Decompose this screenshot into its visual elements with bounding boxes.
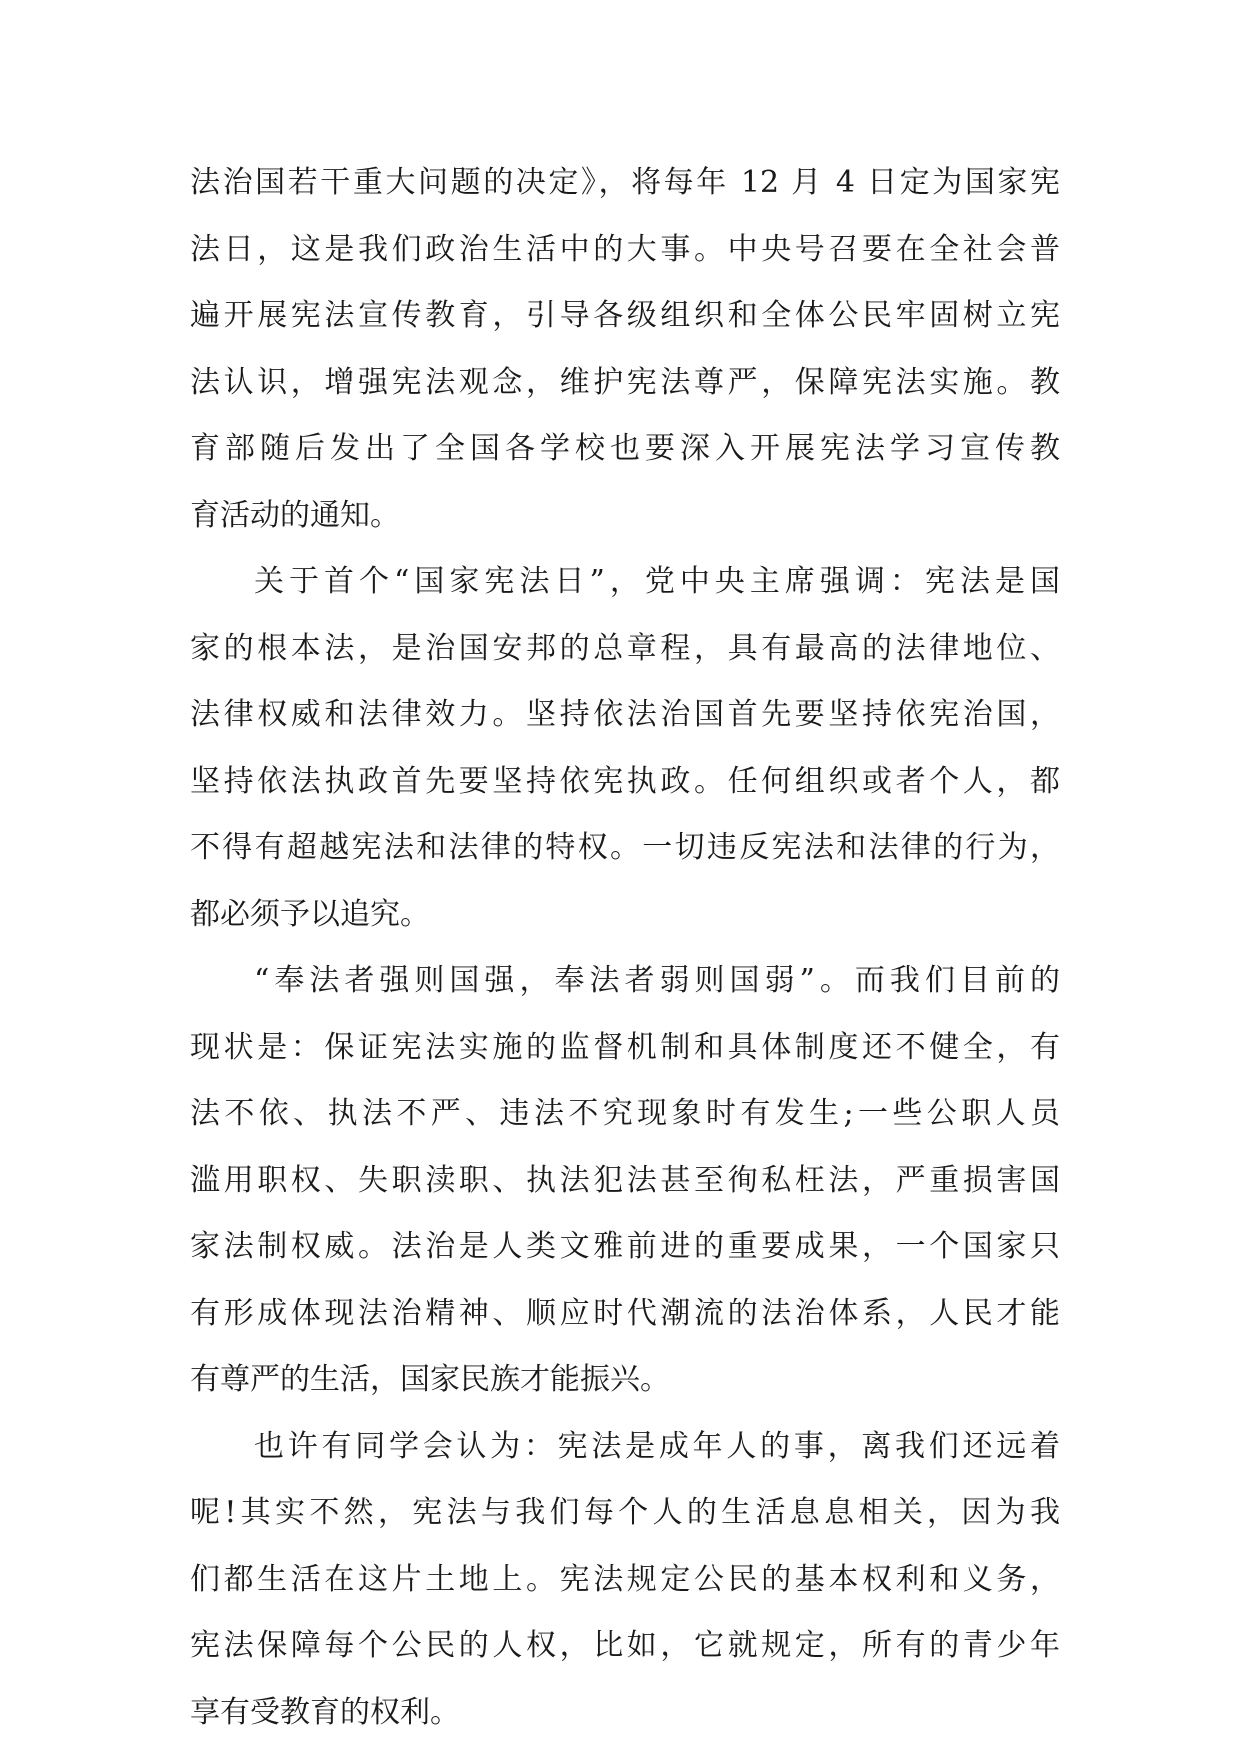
- paragraph-line: 遍开展宪法宣传教育，引导各级组织和全体公民牢固树立宪: [190, 298, 1060, 333]
- paragraph-line: 法认识，增强宪法观念，维护宪法尊严，保障宪法实施。教: [190, 364, 1060, 400]
- paragraph-4: [190, 1414, 1060, 1747]
- body-text: [190, 150, 1060, 1746]
- paragraph-line: 法治国若干重大问题的决定》，将每年 12 月 4 日定为国家宪: [190, 165, 1060, 200]
- paragraph-line: 享有受教育的权利。: [190, 1694, 460, 1730]
- paragraph-3: [190, 948, 1060, 1414]
- paragraph-line: 现状是：保证宪法实施的监督机制和具体制度还不健全，有: [190, 1029, 1060, 1065]
- paragraph-line: 也许有同学会认为：宪法是成年人的事，离我们还远着: [254, 1428, 1060, 1464]
- paragraph-line: 家法制权威。法治是人类文雅前进的重要成果，一个国家只: [190, 1229, 1060, 1264]
- paragraph-line: 法律权威和法律效力。坚持依法治国首先要坚持依宪治国，: [190, 697, 1060, 732]
- paragraph-line: 们都生活在这片土地上。宪法规定公民的基本权利和义务，: [190, 1561, 1060, 1597]
- paragraph-1: [190, 150, 1060, 549]
- paragraph-line: 宪法保障每个公民的人权，比如，它就规定，所有的青少年: [190, 1628, 1060, 1663]
- paragraph-line: 都必须予以追究。: [190, 896, 430, 932]
- paragraph-line: 有形成体现法治精神、顺应时代潮流的法治体系，人民才能: [190, 1295, 1060, 1331]
- paragraph-line: 关于首个“国家宪法日”，党中央主席强调：宪法是国: [254, 564, 1060, 599]
- paragraph-line: 呢!其实不然，宪法与我们每个人的生活息息相关，因为我: [190, 1495, 1060, 1530]
- paragraph-line: “奉法者强则国强，奉法者弱则国弱”。而我们目前的: [254, 963, 1060, 998]
- paragraph-line: 滥用职权、失职渎职、执法犯法甚至徇私枉法，严重损害国: [190, 1162, 1060, 1198]
- paragraph-line: 坚持依法执政首先要坚持依宪执政。任何组织或者个人，都: [190, 763, 1060, 799]
- paragraph-line: 法日，这是我们政治生活中的大事。中央号召要在全社会普: [190, 231, 1060, 267]
- paragraph-line: 不得有超越宪法和法律的特权。一切违反宪法和法律的行为，: [190, 830, 1060, 865]
- paragraph-line: 法不依、执法不严、违法不究现象时有发生;一些公职人员: [190, 1096, 1060, 1131]
- paragraph-line: 有尊严的生活，国家民族才能振兴。: [190, 1362, 670, 1397]
- paragraph-line: 育部随后发出了全国各学校也要深入开展宪法学习宣传教: [190, 431, 1060, 466]
- paragraph-line: 育活动的通知。: [190, 497, 400, 533]
- paragraph-2: [190, 549, 1060, 948]
- paragraph-line: 家的根本法，是治国安邦的总章程，具有最高的法律地位、: [190, 630, 1060, 666]
